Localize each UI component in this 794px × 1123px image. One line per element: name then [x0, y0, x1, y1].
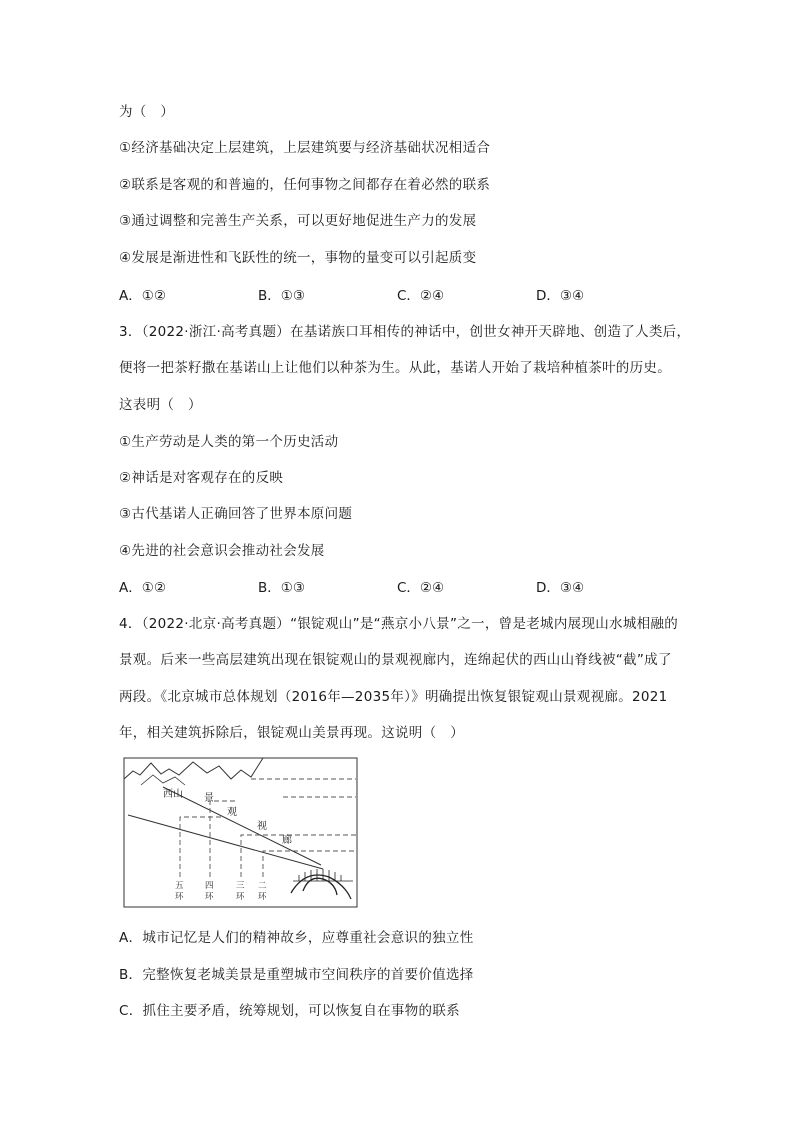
- q3-stem-line-1: 3．（2022·浙江·高考真题）在基诺族口耳相传的神话中，创世女神开天辟地、创造了人类后，: [119, 324, 691, 340]
- mountain-ridge: [124, 758, 263, 779]
- q3-statement-4: ④先进的社会意识会推动社会发展: [119, 543, 325, 559]
- q2-statement-2: ②联系是客观的和普遍的，任何事物之间都存在着必然的联系: [119, 177, 491, 193]
- q3-statement-2: ②神话是对客观存在的反映: [119, 470, 284, 486]
- sight-corridor-diagram: [123, 757, 359, 908]
- label-shi: 视: [257, 821, 267, 832]
- q3-statement-3: ③古代基诺人正确回答了世界本原问题: [119, 506, 353, 522]
- q2-option-c: C．②④: [397, 288, 445, 304]
- q4-option-a: A．城市记忆是人们的精神故乡，应尊重社会意识的独立性: [119, 930, 474, 946]
- label-jing: 景: [204, 793, 214, 804]
- corridor-lower-line: [128, 815, 323, 869]
- q4-option-c: C．抓住主要矛盾，统筹规划，可以恢复自在事物的联系: [119, 1003, 460, 1019]
- label-ring5-top: 五: [175, 881, 184, 891]
- label-ring3-top: 三: [236, 881, 245, 891]
- q4-stem-line-4: 年，相关建筑拆除后，银锭观山美景再现。这说明（ ）: [119, 725, 464, 741]
- q2-stem-tail: 为（ ）: [119, 104, 175, 120]
- q3-statement-1: ①生产劳动是人类的第一个历史活动: [119, 434, 339, 450]
- mountain-ridge-inner: [141, 775, 185, 785]
- q2-option-a: A．①②: [119, 288, 166, 304]
- q3-stem-line-3: 这表明（ ）: [119, 397, 202, 413]
- q2-statement-1: ①经济基础决定上层建筑，上层建筑要与经济基础状况相适合: [119, 140, 491, 156]
- q2-option-d: D．③④: [536, 288, 585, 304]
- label-ring2-top: 二: [258, 881, 267, 891]
- q2-statement-4: ④发展是渐进性和飞跃性的统一，事物的量变可以引起质变: [119, 250, 477, 266]
- yinding-bridge-icon: [291, 869, 353, 899]
- label-ring4-top: 四: [205, 881, 214, 891]
- q3-stem-line-2: 便将一把茶籽撒在基诺山上让他们以种茶为生。从此，基诺人开始了栽培种植茶叶的历史。: [119, 360, 671, 376]
- q4-stem-line-3: 两段。《北京城市总体规划（2016年—2035年）》明确提出恢复银锭观山景观视廊。2021: [119, 689, 668, 705]
- q4-option-b: B．完整恢复老城美景是重塑城市空间秩序的首要价值选择: [119, 967, 474, 983]
- q4-stem-line-1: 4．（2022·北京·高考真题）“银锭观山”是“燕京小八景”之一，曾是老城内展现山水城相融的: [119, 616, 679, 632]
- q4-stem-line-2: 景观。后来一些高层建筑出现在银锭观山的景观视廊内，连绵起伏的西山山脊线被“截”成了: [119, 652, 672, 668]
- label-guan: 观: [227, 807, 237, 818]
- q2-statement-3: ③通过调整和完善生产关系，可以更好地促进生产力的发展: [119, 213, 477, 229]
- corridor-upper-line: [163, 787, 321, 865]
- q3-option-a: A．①②: [119, 580, 166, 596]
- label-xishan: 西山: [163, 789, 183, 800]
- label-ring3-bottom: 环: [236, 892, 245, 902]
- label-ring4-bottom: 环: [205, 892, 214, 902]
- label-lang: 廊: [282, 835, 292, 846]
- q3-option-c: C．②④: [397, 580, 445, 596]
- label-ring5-bottom: 环: [175, 892, 184, 902]
- label-ring2-bottom: 环: [258, 892, 267, 902]
- q3-option-d: D．③④: [536, 580, 585, 596]
- q3-option-b: B．①③: [258, 580, 305, 596]
- q2-option-b: B．①③: [258, 288, 305, 304]
